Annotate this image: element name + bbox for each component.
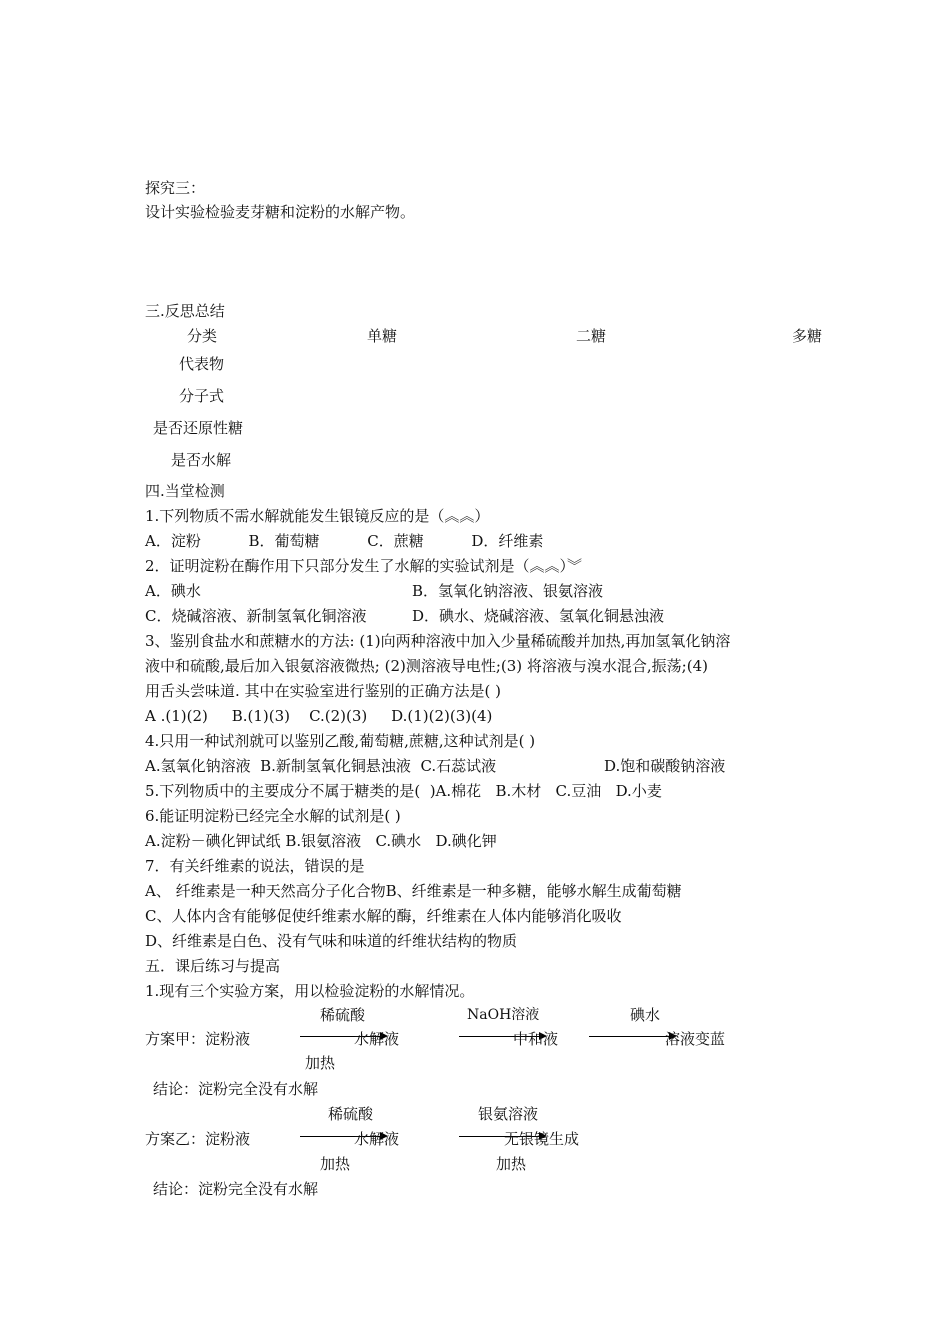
table-row-representative: 代表物 bbox=[179, 355, 225, 373]
question-6-options: A.淀粉－碘化钾试纸 B.银氨溶液 C.碘水 D.碘化钾 bbox=[145, 832, 497, 850]
plan-a-reagent-2: NaOH溶液 bbox=[467, 1007, 540, 1023]
question-2-option-a: A．碘水 bbox=[145, 582, 201, 600]
table-header-category: 分类 bbox=[187, 327, 218, 345]
plan-b-condition-2: 加热 bbox=[496, 1155, 527, 1173]
question-6: 6.能证明淀粉已经完全水解的试剂是( ) bbox=[145, 807, 401, 825]
question-3-line-3: 用舌头尝味道. 其中在实验室进行鉴别的正确方法是( ) bbox=[145, 682, 502, 700]
plan-a-reagent-1: 稀硫酸 bbox=[320, 1006, 366, 1024]
question-1: 1.下列物质不需水解就能发生银镜反应的是（︽︽） bbox=[145, 507, 490, 525]
question-2: 2．证明淀粉在酶作用下只部分发生了水解的实验试剂是（︽︽）︾ bbox=[145, 557, 583, 575]
explore3-task: 设计实验检验麦芽糖和淀粉的水解产物。 bbox=[145, 203, 416, 221]
plan-a-condition-1: 加热 bbox=[305, 1054, 336, 1072]
table-row-reducing: 是否还原性糖 bbox=[153, 419, 244, 437]
plan-a-product-1: 水解液 bbox=[354, 1030, 400, 1048]
plan-a-product-3: 溶液变蓝 bbox=[665, 1030, 726, 1048]
table-header-disaccharide: 二糖 bbox=[576, 327, 607, 345]
question-7: 7．有关纤维素的说法，错误的是 bbox=[145, 857, 365, 875]
homework-heading: 五．课后练习与提高 bbox=[145, 957, 281, 975]
question-3-line-1: 3、鉴别食盐水和蔗糖水的方法: (1)向两种溶液中加入少量稀硫酸并加热,再加氢氧化钠溶 bbox=[145, 632, 731, 650]
plan-a-conclusion: 结论：淀粉完全没有水解 bbox=[153, 1080, 319, 1098]
plan-b-conclusion: 结论：淀粉完全没有水解 bbox=[153, 1180, 319, 1198]
plan-b-condition-1: 加热 bbox=[320, 1155, 351, 1173]
question-4-options-abc: A.氢氧化钠溶液 B.新制氢氧化铜悬浊液 C.石蕊试液 bbox=[145, 757, 497, 775]
question-2-option-d: D．碘水、烧碱溶液、氢氧化铜悬浊液 bbox=[412, 607, 665, 625]
plan-b-reagent-1: 稀硫酸 bbox=[328, 1105, 374, 1123]
plan-a-arrow-3 bbox=[589, 1036, 675, 1037]
plan-b-product-2: 无银镜生成 bbox=[504, 1130, 580, 1148]
question-4-option-d: D.饱和碳酸钠溶液 bbox=[604, 757, 726, 775]
check-heading: 四.当堂检测 bbox=[145, 482, 225, 500]
plan-b-reagent-2: 银氨溶液 bbox=[478, 1105, 539, 1123]
plan-a-label: 方案甲：淀粉液 bbox=[145, 1030, 251, 1048]
table-header-polysaccharide: 多糖 bbox=[792, 327, 823, 345]
question-4: 4.只用一种试剂就可以鉴别乙酸,葡萄糖,蔗糖,这种试剂是( ) bbox=[145, 732, 536, 750]
table-header-monosaccharide: 单糖 bbox=[367, 327, 398, 345]
plan-b-label: 方案乙：淀粉液 bbox=[145, 1130, 251, 1148]
question-7-option-d: D、纤维素是白色、没有气味和味道的纤维状结构的物质 bbox=[145, 932, 518, 950]
question-1-options: A．淀粉 B．葡萄糖 C．蔗糖 D．纤维素 bbox=[145, 532, 544, 550]
question-7-option-ab: A、 纤维素是一种天然高分子化合物B、纤维素是一种多糖，能够水解生成葡萄糖 bbox=[145, 882, 682, 900]
homework-intro: 1.现有三个实验方案，用以检验淀粉的水解情况。 bbox=[145, 982, 475, 1000]
explore3-title: 探究三： bbox=[145, 179, 206, 197]
plan-b-product-1: 水解液 bbox=[354, 1130, 400, 1148]
plan-a-product-2: 中和液 bbox=[513, 1030, 559, 1048]
table-row-hydrolysis: 是否水解 bbox=[171, 451, 232, 469]
table-row-formula: 分子式 bbox=[179, 387, 225, 405]
question-3-options: A .(1)(2) B.(1)(3) C.(2)(3) D.(1)(2)(3)(4) bbox=[145, 707, 493, 725]
question-2-option-b: B．氢氧化钠溶液、银氨溶液 bbox=[412, 582, 604, 600]
question-2-option-c: C．烧碱溶液、新制氢氧化铜溶液 bbox=[145, 607, 367, 625]
question-3-line-2: 液中和硫酸,最后加入银氨溶液微热; (2)测溶液导电性;(3) 将溶液与溴水混合,振荡;(4) bbox=[145, 657, 708, 675]
plan-a-reagent-3: 碘水 bbox=[630, 1006, 661, 1024]
question-7-option-c: C、人体内含有能够促使纤维素水解的酶，纤维素在人体内能够消化吸收 bbox=[145, 907, 622, 925]
question-5: 5.下列物质中的主要成分不属于糖类的是( )A.棉花 B.木材 C.豆油 D.小麦 bbox=[145, 782, 662, 800]
reflect-heading: 三.反思总结 bbox=[145, 302, 225, 320]
